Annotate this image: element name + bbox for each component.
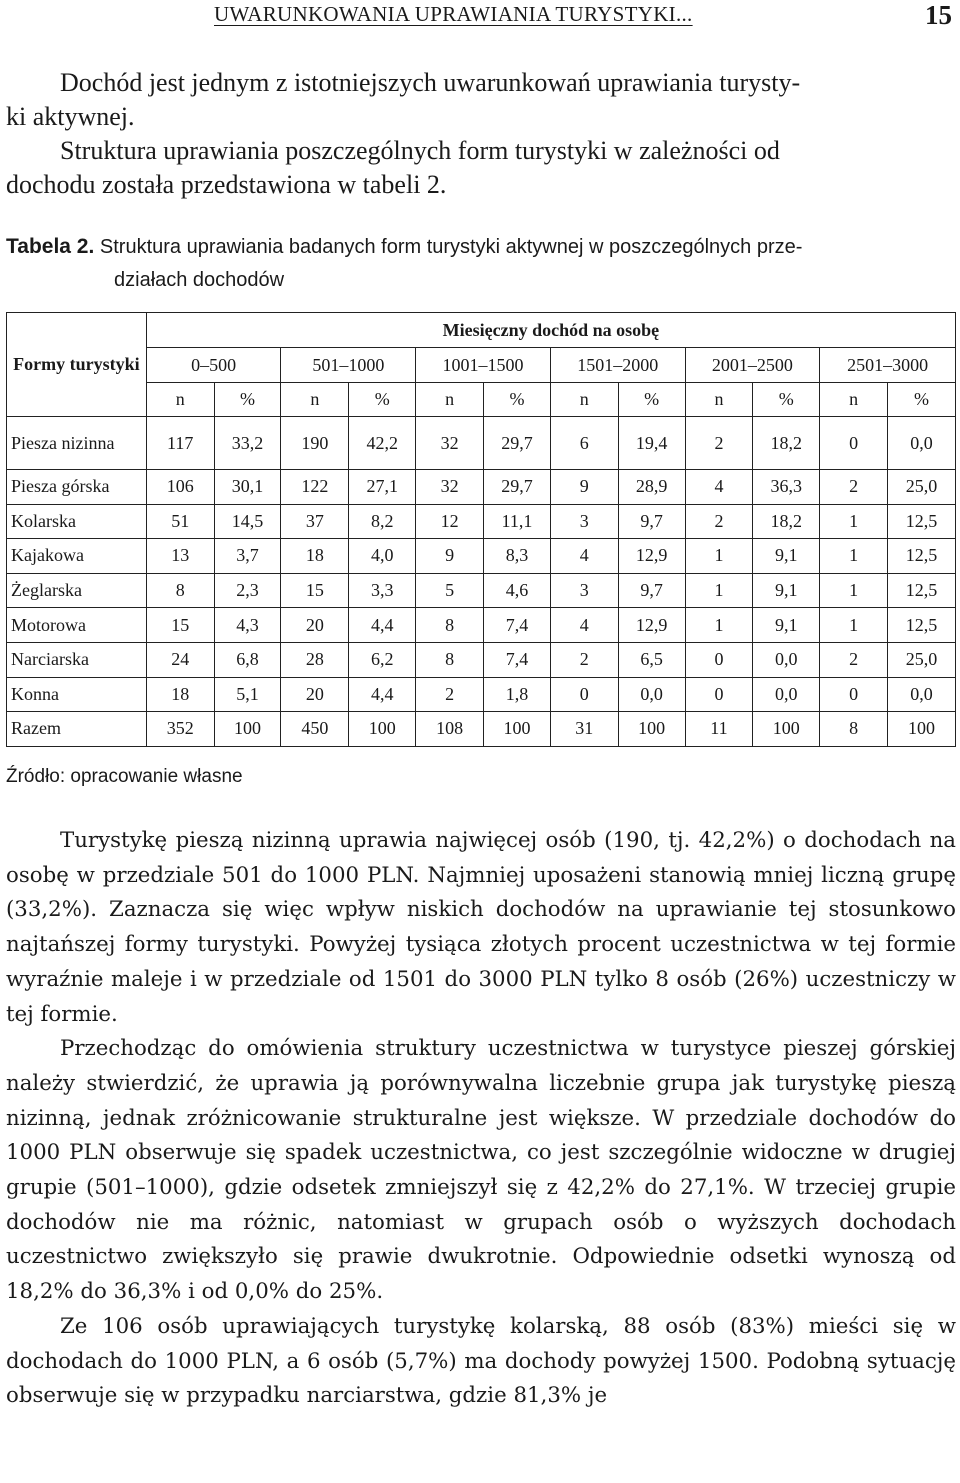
table-row — [7, 677, 956, 712]
table-cell: 0 — [685, 677, 753, 712]
table-cell: 1 — [820, 608, 888, 643]
table-cell: 8 — [146, 573, 214, 608]
table-cell: 6,2 — [349, 642, 416, 677]
table-cell: 4,6 — [484, 573, 551, 608]
row-label: Kolarska — [7, 504, 147, 539]
intro-line: ki aktywnej. — [6, 102, 135, 131]
table-cell: 4 — [550, 539, 618, 574]
table-cell: 0,0 — [753, 642, 820, 677]
table-cell: 2 — [550, 642, 618, 677]
table-cell: 12,5 — [888, 504, 956, 539]
table-source-note: Źródło: opracowanie własne — [6, 766, 243, 787]
income-range-header: 1501–2000 — [550, 348, 685, 383]
table-cell: 2 — [820, 470, 888, 505]
table-cell: 122 — [281, 470, 349, 505]
table-cell: 9 — [416, 539, 484, 574]
table-cell: 12,9 — [618, 539, 685, 574]
table-cell: 0,0 — [888, 677, 956, 712]
table-cell: 100 — [484, 712, 551, 747]
table-cell: 4,3 — [214, 608, 281, 643]
table-cell: 19,4 — [618, 417, 685, 470]
sub-header-n: n — [146, 383, 214, 417]
table-cell: 4,4 — [349, 608, 416, 643]
table-cell: 450 — [281, 712, 349, 747]
table-row — [7, 470, 956, 505]
table-cell: 4,0 — [349, 539, 416, 574]
table-cell: 0 — [550, 677, 618, 712]
table-row — [7, 642, 956, 677]
table-cell: 100 — [349, 712, 416, 747]
table-cell: 4 — [685, 470, 753, 505]
body-paragraph: Turystykę pieszą nizinną uprawia najwięcej osób (190, tj. 42,2%) o dochodach na osobę w przedziale 501 do 1000 PLN. Najmniej uposażeni stanowią mniej liczną grupę (33,2%). Zaznacza się więc wpływ niskich dochodów na uprawianie tej stosunkowo najtańszej formy turystyki. Powyżej tysiąca złotych procent uczestnictwa w tej formie wyraźnie maleje i w przedziale od 1501 do 3000 PLN tylko 8 osób (26%) uczestniczy w tej formie. — [6, 828, 956, 1027]
row-label: Razem — [7, 712, 147, 747]
table-cell: 14,5 — [214, 504, 281, 539]
sub-header-n: n — [416, 383, 484, 417]
body-paragraph: Przechodząc do omówienia struktury uczestnictwa w turystyce pieszej górskiej należy stwierdzić, że uprawia ją porównywalna liczebnie grupa jak turystykę pieszą nizinną, jednak zróżnicowanie strukturalne jest większe. W przedziale dochodów do 1000 PLN obserwuje się spadek uczestnictwa, co jest szczególnie widoczne w drugiej grupie (501–1000), gdzie odsetek zmniejszył się z 42,2% do 27,1%. W trzeciej grupie dochodów nie ma różnic, natomiast w grupach osób o wyższych dochodach uczestnictwo zwiększyło się prawie dwukrotnie. Odpowiednie odsetki wynoszą od 18,2% do 36,3% i od 0,0% do 25%. — [6, 1036, 956, 1305]
sub-header-n: n — [550, 383, 618, 417]
table-cell: 9,1 — [753, 608, 820, 643]
table-caption — [6, 230, 956, 297]
sub-header-percent: % — [618, 383, 685, 417]
table-cell: 8 — [416, 642, 484, 677]
sub-header-n: n — [685, 383, 753, 417]
income-structure-table — [6, 312, 956, 747]
table-cell: 4,4 — [349, 677, 416, 712]
table-cell: 1 — [820, 539, 888, 574]
table-cell: 18 — [281, 539, 349, 574]
table-cell: 0,0 — [618, 677, 685, 712]
table-cell: 29,7 — [484, 417, 551, 470]
table-row — [7, 573, 956, 608]
running-header — [6, 2, 956, 38]
sub-header-n: n — [281, 383, 349, 417]
table-body — [7, 417, 956, 747]
table-cell: 8,3 — [484, 539, 551, 574]
sub-header-n: n — [820, 383, 888, 417]
table-cell: 0,0 — [753, 677, 820, 712]
table-cell: 106 — [146, 470, 214, 505]
sub-header-percent: % — [753, 383, 820, 417]
table-cell: 6,8 — [214, 642, 281, 677]
table-cell: 7,4 — [484, 642, 551, 677]
table-row — [7, 539, 956, 574]
table-caption-label: Tabela 2. — [6, 235, 95, 258]
table-cell: 100 — [618, 712, 685, 747]
row-label: Motorowa — [7, 608, 147, 643]
table-cell: 31 — [550, 712, 618, 747]
table-cell: 3,3 — [349, 573, 416, 608]
table-cell: 25,0 — [888, 642, 956, 677]
row-header-forms: Formy turystyki — [7, 313, 147, 417]
table-cell: 100 — [888, 712, 956, 747]
income-range-header-row — [7, 348, 956, 383]
table-cell: 25,0 — [888, 470, 956, 505]
table-cell: 9,7 — [618, 504, 685, 539]
table-cell: 36,3 — [753, 470, 820, 505]
row-label: Piesza nizinna — [7, 417, 147, 470]
table-caption-text-continued: działach dochodów — [114, 269, 285, 291]
table-cell: 352 — [146, 712, 214, 747]
table-cell: 37 — [281, 504, 349, 539]
table-cell: 0,0 — [888, 417, 956, 470]
income-range-header: 2501–3000 — [820, 348, 956, 383]
table-cell: 3,7 — [214, 539, 281, 574]
income-range-header: 501–1000 — [281, 348, 416, 383]
table-cell: 0 — [820, 677, 888, 712]
table-cell: 9,7 — [618, 573, 685, 608]
table-cell: 6,5 — [618, 642, 685, 677]
table-cell: 5,1 — [214, 677, 281, 712]
table-cell: 1 — [685, 573, 753, 608]
table-cell: 28 — [281, 642, 349, 677]
intro-line: Dochód jest jednym z istotniejszych uwarunkowań uprawiania turysty- — [60, 68, 801, 97]
table-row — [7, 504, 956, 539]
table-cell: 12,5 — [888, 573, 956, 608]
intro-line: dochodu została przedstawiona w tabeli 2. — [6, 170, 447, 199]
table-cell: 108 — [416, 712, 484, 747]
table-cell: 51 — [146, 504, 214, 539]
sub-header-row — [7, 383, 956, 417]
table-cell: 190 — [281, 417, 349, 470]
income-range-header: 0–500 — [146, 348, 281, 383]
row-label: Kajakowa — [7, 539, 147, 574]
table-cell: 11 — [685, 712, 753, 747]
table-cell: 12,9 — [618, 608, 685, 643]
table-cell: 6 — [550, 417, 618, 470]
table-row — [7, 608, 956, 643]
table-cell: 2,3 — [214, 573, 281, 608]
sub-header-percent: % — [214, 383, 281, 417]
table-cell: 27,1 — [349, 470, 416, 505]
table-cell: 100 — [214, 712, 281, 747]
table-cell: 9,1 — [753, 539, 820, 574]
table-cell: 7,4 — [484, 608, 551, 643]
table-cell: 18,2 — [753, 504, 820, 539]
table-cell: 0 — [685, 642, 753, 677]
sub-header-percent: % — [349, 383, 416, 417]
income-range-header: 1001–1500 — [416, 348, 551, 383]
body-paragraph: Ze 106 osób uprawiających turystykę kolarską, 88 osób (83%) mieści się w dochodach do 1000 PLN, a 6 osób (5,7%) ma dochody powyżej 1500. Podobną sytuację obserwuje się w przypadku narciarstwa, gdzie 81,3% je — [6, 1313, 956, 1409]
table-caption-text: Struktura uprawiania badanych form turystyki aktywnej w poszczególnych prze- — [94, 236, 803, 258]
table-cell: 8 — [820, 712, 888, 747]
row-label: Narciarska — [7, 642, 147, 677]
table-cell: 30,1 — [214, 470, 281, 505]
table-cell: 24 — [146, 642, 214, 677]
table-row — [7, 417, 956, 470]
table-cell: 2 — [820, 642, 888, 677]
table-cell: 3 — [550, 504, 618, 539]
row-label: Konna — [7, 677, 147, 712]
table-cell: 3 — [550, 573, 618, 608]
table-cell: 5 — [416, 573, 484, 608]
table-cell: 32 — [416, 417, 484, 470]
table-cell: 8,2 — [349, 504, 416, 539]
table-cell: 9,1 — [753, 573, 820, 608]
table-cell: 1 — [685, 608, 753, 643]
page-number: 15 — [925, 0, 952, 30]
table-cell: 8 — [416, 608, 484, 643]
row-label: Piesza górska — [7, 470, 147, 505]
table-cell: 13 — [146, 539, 214, 574]
group-header-income: Miesięczny dochód na osobę — [146, 313, 955, 348]
table-cell: 0 — [820, 417, 888, 470]
table-cell: 2 — [416, 677, 484, 712]
table-cell: 9 — [550, 470, 618, 505]
table-cell: 12,5 — [888, 608, 956, 643]
table-cell: 18 — [146, 677, 214, 712]
table-cell: 12 — [416, 504, 484, 539]
table-cell: 15 — [281, 573, 349, 608]
row-label: Żeglarska — [7, 573, 147, 608]
table-cell: 1,8 — [484, 677, 551, 712]
table-cell: 2 — [685, 504, 753, 539]
table-cell: 32 — [416, 470, 484, 505]
sub-header-percent: % — [888, 383, 956, 417]
table-cell: 28,9 — [618, 470, 685, 505]
table-cell: 1 — [685, 539, 753, 574]
table-cell: 117 — [146, 417, 214, 470]
table-cell: 33,2 — [214, 417, 281, 470]
table-cell: 2 — [685, 417, 753, 470]
table-cell: 1 — [820, 573, 888, 608]
table-cell: 20 — [281, 677, 349, 712]
table-cell: 15 — [146, 608, 214, 643]
table-cell: 11,1 — [484, 504, 551, 539]
running-title: UWARUNKOWANIA UPRAWIANIA TURYSTYKI... — [214, 2, 693, 26]
table-cell: 12,5 — [888, 539, 956, 574]
income-range-header: 2001–2500 — [685, 348, 820, 383]
table-row — [7, 712, 956, 747]
table-cell: 18,2 — [753, 417, 820, 470]
table-cell: 100 — [753, 712, 820, 747]
table-cell: 42,2 — [349, 417, 416, 470]
table-cell: 20 — [281, 608, 349, 643]
sub-header-percent: % — [484, 383, 551, 417]
body-text — [6, 824, 956, 1414]
table-cell: 4 — [550, 608, 618, 643]
table-cell: 29,7 — [484, 470, 551, 505]
intro-paragraph — [6, 66, 956, 202]
intro-line: Struktura uprawiania poszczególnych form turystyki w zależności od — [60, 136, 780, 165]
table-cell: 1 — [820, 504, 888, 539]
